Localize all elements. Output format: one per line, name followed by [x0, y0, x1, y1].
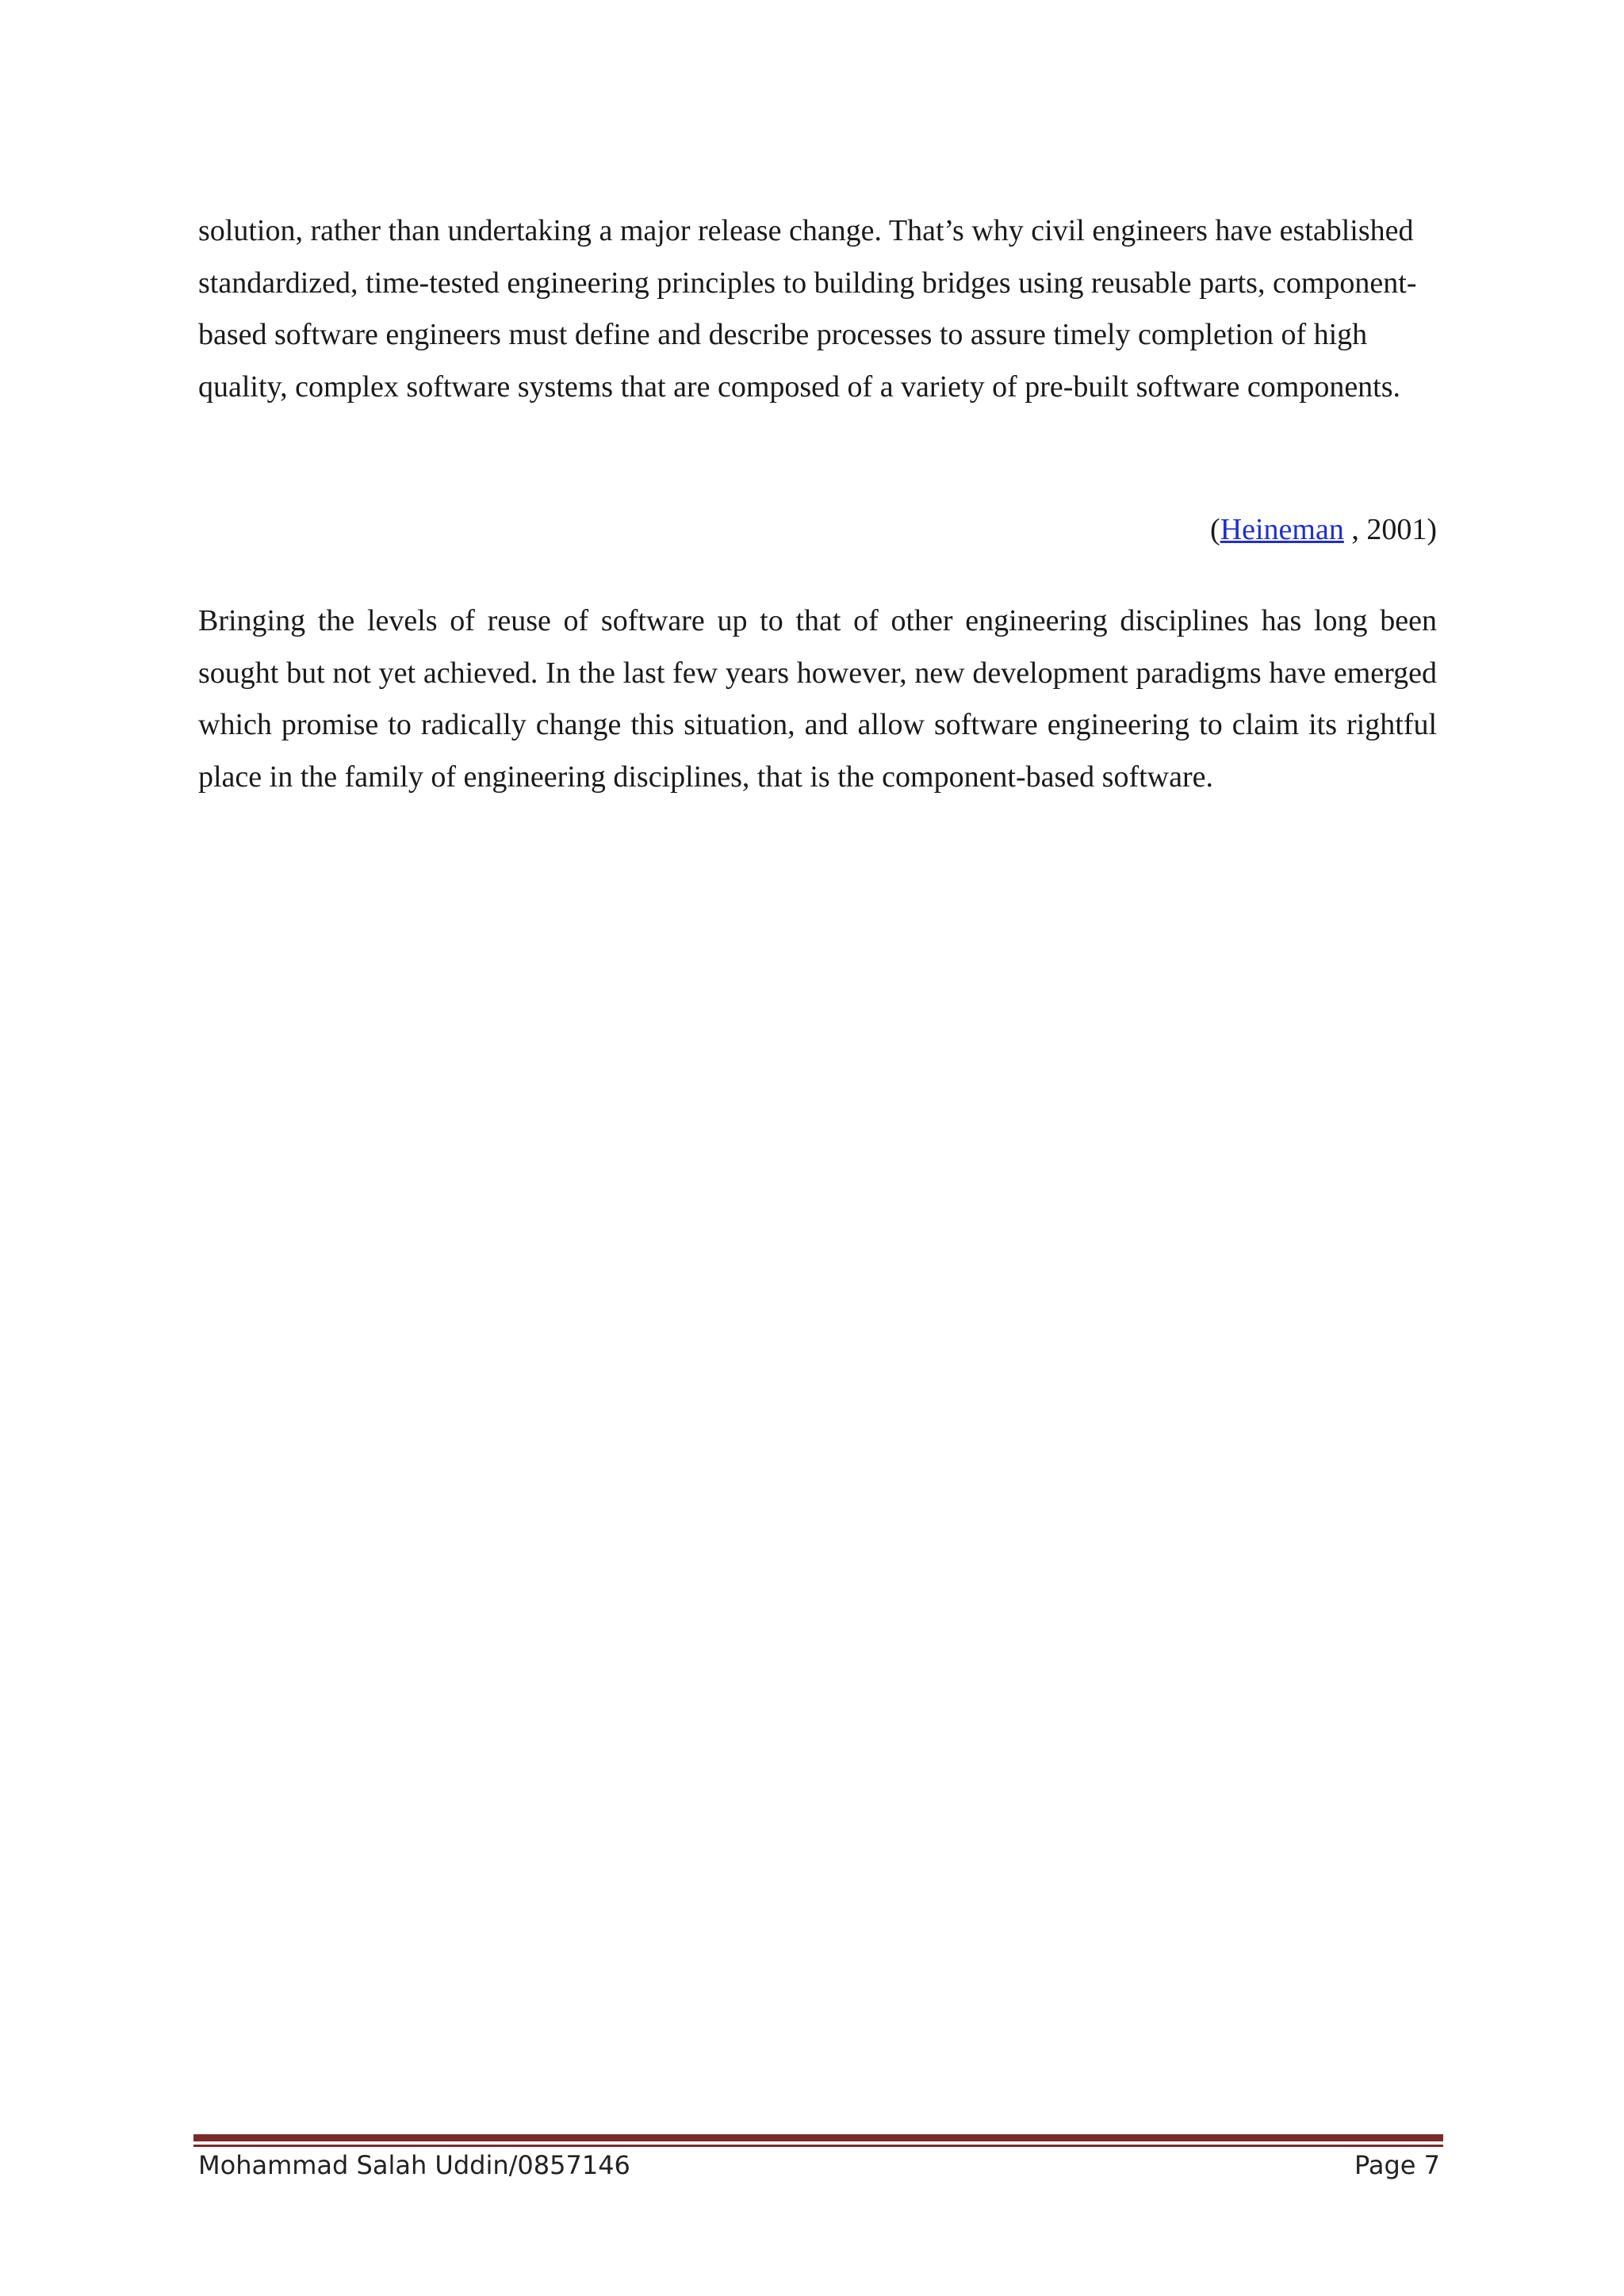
footer-rule-thin [193, 2145, 1443, 2147]
body-paragraph-1: solution, rather than undertaking a major release change. That’s why civil engineers have established standardized, time-tested engineering principles to building bridges using reusable parts, component-based software engineers must define and describe processes to assure timely completion of high quality, complex software systems that are composed of a variety of pre-built software components. [198, 214, 1417, 404]
body-paragraph-2: Bringing the levels of reuse of software up to that of other engineering disciplines has long been sought but not yet achieved. In the last few years however, new development paradigms have emerged which promise to radically change this situation, and allow software engineering to claim its rightful place in the family of engineering disciplines, that is the component-based software. [198, 604, 1437, 794]
footer-rule-thick [193, 2134, 1443, 2141]
footer-rule [193, 2134, 1443, 2147]
citation-link-heineman[interactable]: Heineman [1220, 513, 1344, 546]
page-footer [198, 2150, 1440, 2180]
citation-rest: , 2001) [1343, 513, 1437, 546]
footer-page-number: Page 7 [1354, 2150, 1440, 2180]
citation [198, 504, 1437, 557]
footer-author: Mohammad Salah Uddin/0857146 [198, 2150, 630, 2180]
citation-open: ( [1210, 513, 1220, 546]
